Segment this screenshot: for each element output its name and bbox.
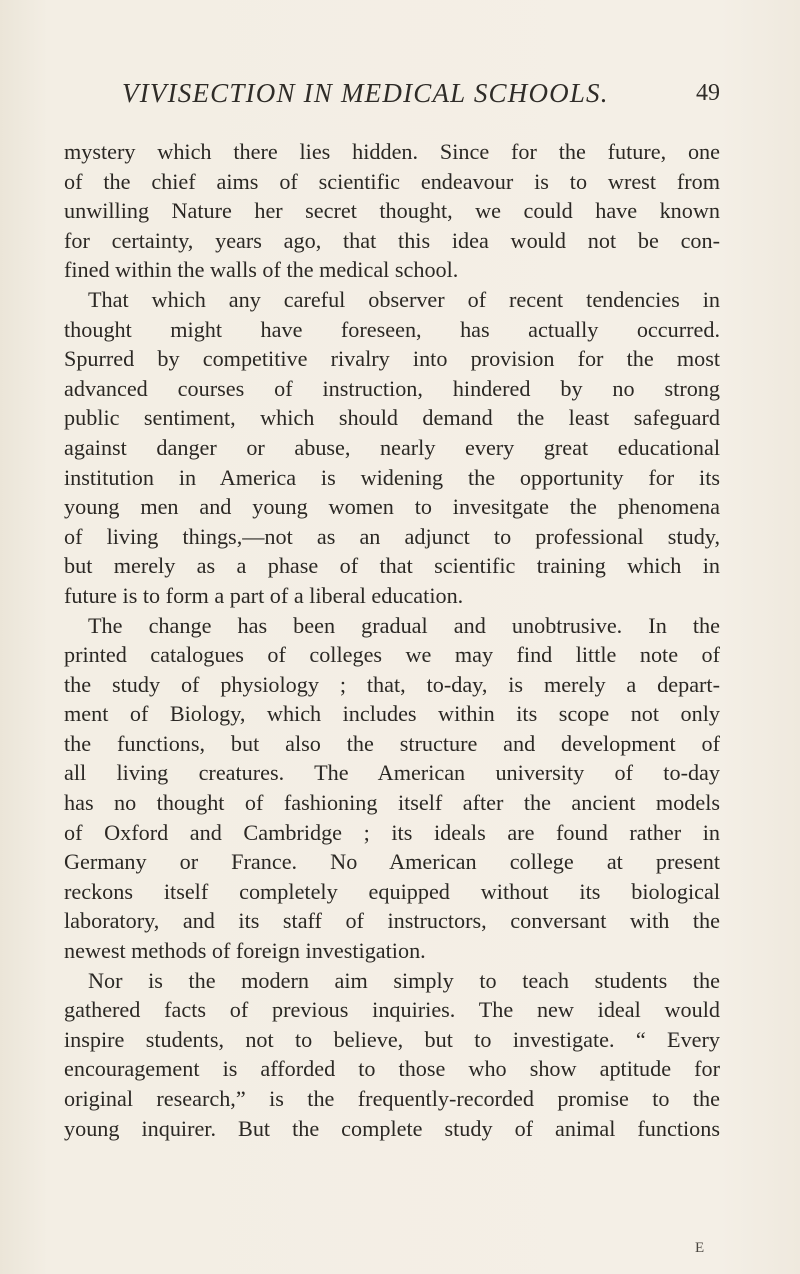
text-line: public sentiment, which should demand the least safeguard <box>64 405 720 431</box>
text-line: encouragement is afforded to those who show aptitude for <box>64 1056 720 1082</box>
text-line: future is to form a part of a liberal education. <box>64 582 464 608</box>
text-line: young men and young women to invesitgate the phenomena <box>64 494 720 520</box>
text-line: but merely as a phase of that scientific training which in <box>64 553 720 579</box>
text-line: reckons itself completely equipped without its biological <box>64 878 720 904</box>
body-text <box>64 137 720 1143</box>
text-line: of Oxford and Cambridge ; its ideals are found rather in <box>64 819 720 845</box>
signature-mark: E <box>695 1240 705 1256</box>
text-line: of living things,—not as an adjunct to professional study, <box>64 523 720 549</box>
text-line: the functions, but also the structure and development of <box>64 730 720 756</box>
text-line: original research,” is the frequently-recorded promise to the <box>64 1086 720 1111</box>
text-line: unwilling Nature her secret thought, we could have known <box>64 198 720 224</box>
text-line: for certainty, years ago, that this idea would not be con- <box>64 227 720 253</box>
text-line: Germany or France. No American college at present <box>64 849 720 875</box>
page-number: 49 <box>696 80 720 106</box>
text-line: fined within the walls of the medical school. <box>64 257 459 283</box>
text-line: the study of physiology ; that, to-day, is merely a depart- <box>64 671 720 697</box>
text-line: mystery which there lies hidden. Since for the future, one <box>64 139 720 164</box>
text-line: young inquirer. But the complete study of animal functions <box>64 1115 720 1141</box>
text-line: Nor is the modern aim simply to teach students the <box>88 967 720 993</box>
running-head <box>64 78 720 114</box>
text-line: all living creatures. The American university of to-day <box>64 760 720 786</box>
text-line: That which any careful observer of recent tendencies in <box>88 286 720 312</box>
text-line: Spurred by competitive rivalry into provision for the most <box>64 346 720 372</box>
running-title: VIVISECTION IN MEDICAL SCHOOLS. <box>122 78 609 108</box>
text-line: newest methods of foreign investigation. <box>64 938 426 964</box>
text-line: thought might have foreseen, has actually occurred. <box>64 316 720 342</box>
text-line: has no thought of fashioning itself after the ancient models <box>64 790 720 816</box>
text-line: ment of Biology, which includes within its scope not only <box>64 701 720 727</box>
text-line: of the chief aims of scientific endeavour is to wrest from <box>64 168 720 194</box>
text-line: The change has been gradual and unobtrusive. In the <box>88 612 720 638</box>
text-line: against danger or abuse, nearly every great educational <box>64 434 720 460</box>
text-line: gathered facts of previous inquiries. The new ideal would <box>64 997 720 1023</box>
text-line: printed catalogues of colleges we may find little note of <box>64 642 720 668</box>
text-line: laboratory, and its staff of instructors, conversant with the <box>64 908 720 934</box>
text-line: inspire students, not to believe, but to investigate. “ Every <box>64 1026 720 1052</box>
text-line: advanced courses of instruction, hindered by no strong <box>64 375 720 401</box>
text-line: institution in America is widening the opportunity for its <box>64 464 720 490</box>
